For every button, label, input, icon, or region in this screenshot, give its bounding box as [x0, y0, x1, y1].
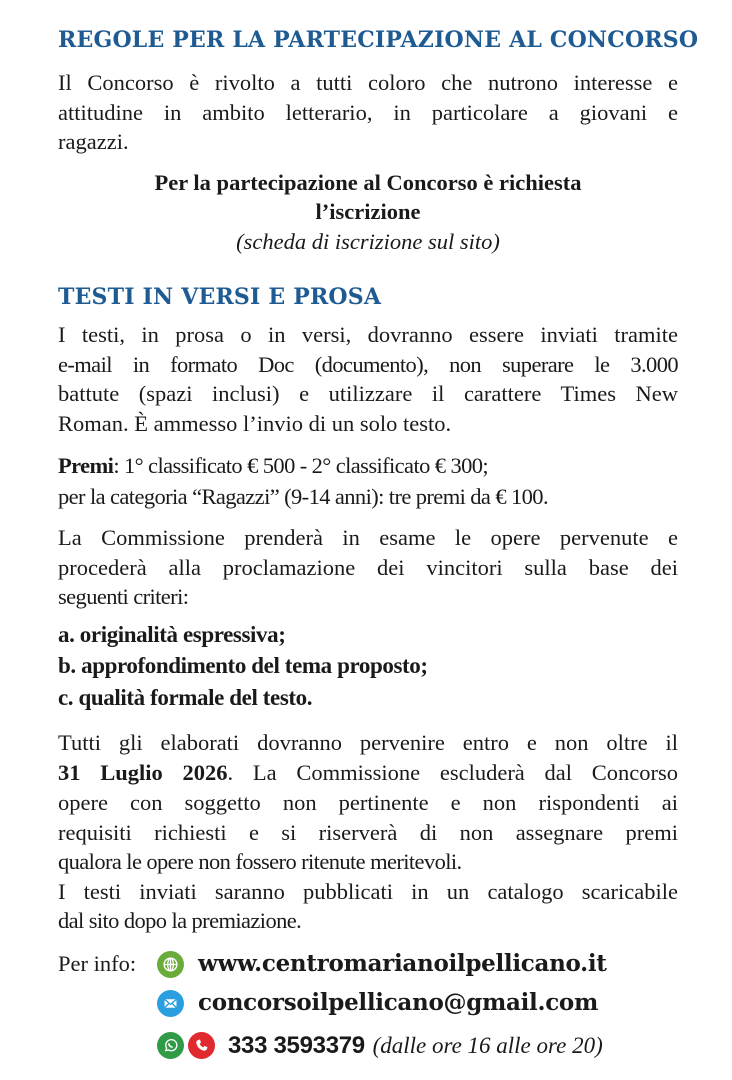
rules-heading: REGOLE PER LA PARTECIPAZIONE AL CONCORSO — [58, 27, 699, 53]
criteria-item: c. qualità formale del testo. — [58, 685, 313, 710]
texts-paragraph-line: battute (spazi inclusi) e utilizzare il carattere Times New — [58, 381, 678, 406]
texts-paragraph-line: e-mail in formato Doc (documento), non superare le 3.000 — [58, 352, 678, 377]
rules-paragraph-line: Il Concorso è rivolto a tutti coloro che nutrono interesse e — [58, 70, 678, 95]
deadline-date-line — [58, 758, 678, 788]
email-link[interactable]: concorsoilpellicano@gmail.com — [198, 989, 598, 1016]
texts-paragraph-line: Roman. È ammesso l’invio di un solo testo. — [58, 411, 452, 436]
deadline-date: 31 Luglio 2026 — [58, 760, 228, 785]
registration-requirement: l’iscrizione — [315, 199, 421, 224]
criteria-item: a. originalità espressiva; — [58, 622, 286, 647]
rules-paragraph-line: attitudine in ambito letterario, in particolare a giovani e — [58, 100, 678, 125]
deadline-line: Tutti gli elaborati dovranno pervenire entro e non oltre il — [58, 730, 678, 755]
phone-icon — [188, 1032, 215, 1059]
phone-number[interactable]: 333 3593379 — [228, 1032, 365, 1059]
prizes-youth-line: per la categoria “Ragazzi” (9-14 anni): tre premi da € 100. — [58, 484, 548, 509]
rules-paragraph-line: ragazzi. — [58, 129, 129, 154]
criteria-paragraph-line: seguenti criteri: — [58, 584, 189, 609]
registration-note: (scheda di iscrizione sul sito) — [236, 229, 500, 254]
catalog-line: I testi inviati saranno pubblicati in un catalogo scaricabile — [58, 879, 678, 904]
envelope-icon — [157, 990, 184, 1017]
registration-requirement: Per la partecipazione al Concorso è richiesta — [154, 170, 582, 195]
deadline-line: requisiti richiesti e si riserverà di non assegnare premi — [58, 820, 678, 845]
deadline-line: opere con soggetto non pertinente e non rispondenti ai — [58, 790, 678, 815]
phone-hours: (dalle ore 16 alle ore 20) — [372, 1033, 603, 1058]
texts-heading: TESTI IN VERSI E PROSA — [58, 284, 382, 310]
info-label: Per info: — [58, 951, 137, 976]
prizes-line — [58, 451, 678, 481]
catalog-line: dal sito dopo la premiazione. — [58, 908, 302, 933]
texts-paragraph-line: I testi, in prosa o in versi, dovranno essere inviati tramite — [58, 322, 678, 347]
criteria-paragraph-line: La Commissione prenderà in esame le opere pervenute e — [58, 525, 678, 550]
prizes-first-second: : 1° classificato € 500 - 2° classificato € 300; — [113, 453, 489, 478]
deadline-date-rest: . La Commissione escluderà dal Concorso — [227, 760, 679, 785]
criteria-paragraph-line: procederà alla proclamazione dei vincitori sulla base dei — [58, 555, 678, 580]
whatsapp-icon — [157, 1032, 184, 1059]
criteria-item: b. approfondimento del tema proposto; — [58, 653, 428, 678]
phone-line — [228, 1031, 603, 1061]
deadline-line: qualora le opere non fossero ritenute meritevoli. — [58, 849, 462, 874]
website-link[interactable]: www.centromarianoilpellicano.it — [198, 950, 607, 977]
prizes-label: Premi — [58, 453, 114, 478]
globe-icon — [157, 951, 184, 978]
